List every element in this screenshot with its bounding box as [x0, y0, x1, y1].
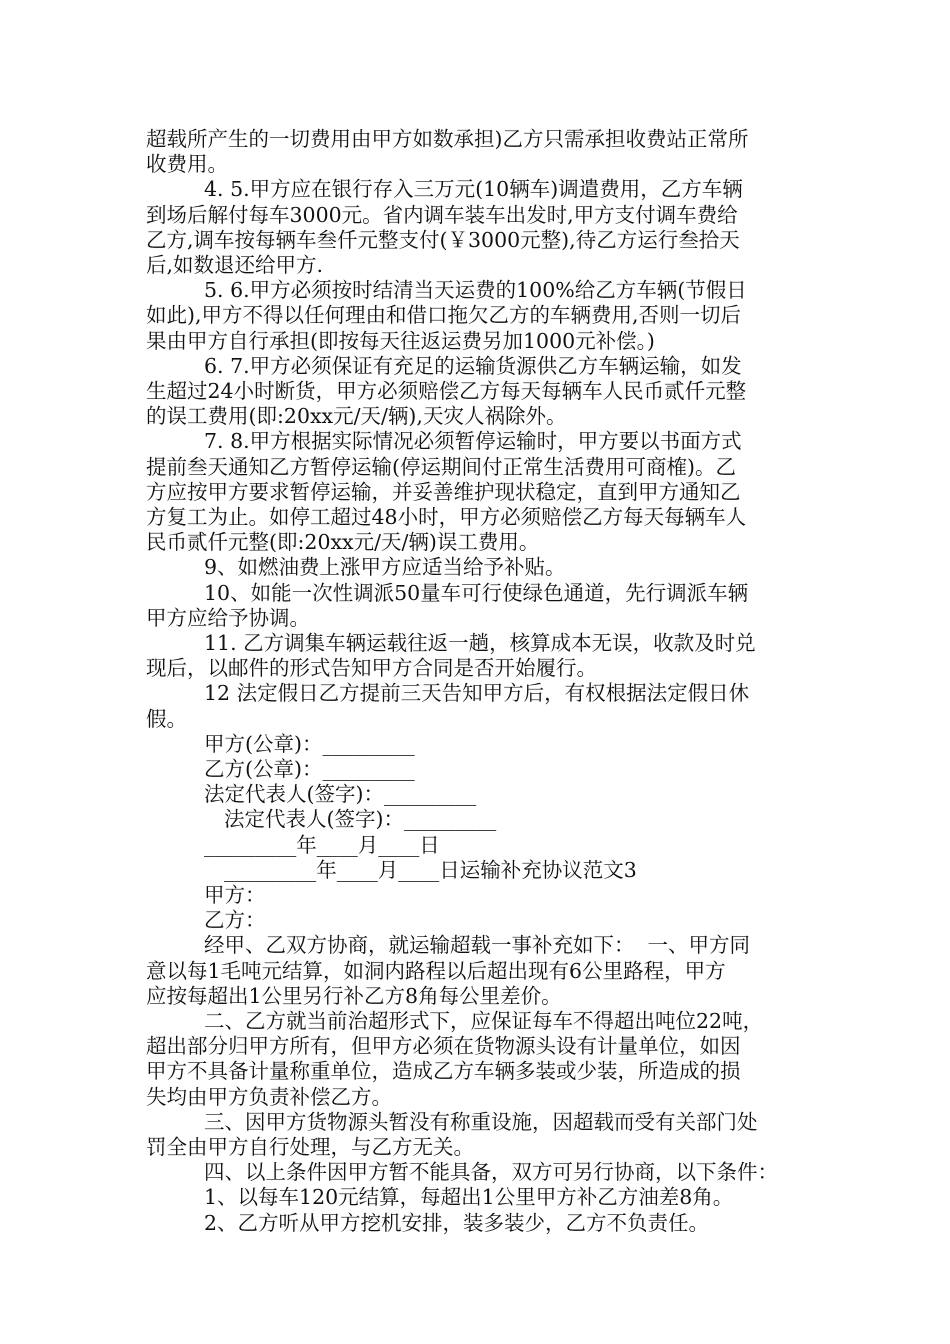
text-line: 二、乙方就当前治超形式下，应保证每车不得超出吨位22吨，	[204, 1009, 764, 1033]
text-line: 1、以每车120元结算，每超出1公里甲方补乙方油差8角。	[204, 1185, 734, 1210]
text-line: 4. 5.甲方应在银行存入三万元(10辆车)调遣费用，乙方车辆	[204, 177, 743, 202]
text-line: 方复工为止。如停工超过48小时，甲方必须赔偿乙方每天每辆车人	[146, 505, 747, 529]
text-line: 甲方应给予协调。	[146, 605, 310, 630]
text-line: 方应按甲方要求暂停运输，并妥善维护现状稳定，直到甲方通知乙	[146, 479, 741, 504]
text-line: 四、以上条件因甲方暂不能具备，双方可另行协商，以下条件：	[204, 1160, 778, 1185]
text-line: 甲方不具备计量称重单位，造成乙方车辆多装或少装，所造成的损	[146, 1059, 741, 1084]
text-line: 甲方：	[204, 883, 266, 907]
text-line: 生超过24小时断货，甲方必须赔偿乙方每天每辆车人民币贰仟元整	[146, 379, 747, 403]
text-line: 假。	[146, 706, 187, 731]
text-line: 甲方(公章)：_________	[204, 731, 415, 756]
text-line: 乙方(公章)：_________	[204, 757, 415, 781]
text-line: 经甲、乙双方协商，就运输超载一事补充如下： 一、甲方同	[204, 933, 751, 958]
text-line: 应按每超出1公里另行补乙方8角每公里差价。	[146, 983, 562, 1008]
text-line: 三、因甲方货物源头暂没有称重设施，因超载而受有关部门处	[204, 1109, 758, 1134]
text-line: 到场后解付每车3000元。省内调车装车出发时,甲方支付调车费给	[146, 202, 738, 227]
text-line: 5. 6.甲方必须按时结清当天运费的100%给乙方车辆(节假日	[204, 278, 747, 303]
text-line: 现后，以邮件的形式告知甲方合同是否开始履行。	[146, 656, 597, 681]
text-line: 11. 乙方调集车辆运载往返一趟，核算成本无误，收款及时兑	[204, 631, 756, 655]
text-line: 乙方：	[204, 908, 266, 933]
text-line: 失均由甲方负责补偿乙方。	[146, 1084, 392, 1109]
text-line: 提前叁天通知乙方暂停运输(停运期间付正常生活费用可商榷)。乙	[146, 454, 736, 479]
text-line: 超出部分归甲方所有，但甲方必须在货物源头设有计量单位，如因	[146, 1034, 741, 1059]
text-line: 意以每1毛吨元结算，如洞内路程以后超出现有6公里路程，甲方	[146, 958, 726, 983]
text-line: 如此),甲方不得以任何理由和借口拖欠乙方的车辆费用,否则一切后	[146, 303, 742, 328]
text-line: 法定代表人(签字)：_________	[204, 782, 477, 807]
text-line: 10、如能一次性调派50量车可行使绿色通道，先行调派车辆	[204, 580, 749, 605]
text-line: 2、乙方听从甲方挖机安排，装多装少，乙方不负责任。	[204, 1210, 710, 1235]
text-line: 7. 8.甲方根据实际情况必须暂停运输时，甲方要以书面方式	[204, 429, 742, 454]
text-line: 法定代表人(签字)：_________	[224, 807, 497, 832]
text-line: _________年____月____日运输补充协议范文3	[224, 857, 637, 882]
text-line: 民币贰仟元整(即:20xx元/天/辆)误工费用。	[146, 530, 540, 555]
text-line: 12 法定假日乙方提前三天告知甲方后，有权根据法定假日休	[204, 681, 750, 706]
text-line: 乙方,调车按每辆车叁仟元整支付(￥3000元整),待乙方运行叁拾天	[146, 227, 740, 252]
text-line: 超载所产生的一切费用由甲方如数承担)乙方只需承担收费站正常所	[146, 127, 749, 151]
text-line: 6. 7.甲方必须保证有充足的运输货源供乙方车辆运输，如发	[204, 353, 742, 378]
text-line: 果由甲方自行承担(即按每天往返运费另加1000元补偿。)	[146, 328, 655, 353]
text-line: _________年____月____日	[204, 832, 440, 857]
text-line: 9、如燃油费上涨甲方应适当给予补贴。	[204, 555, 566, 580]
text-line: 收费用。	[146, 152, 228, 177]
text-line: 后,如数退还给甲方.	[146, 253, 324, 277]
text-line: 的误工费用(即:20xx元/天/辆),天灾人祸除外。	[146, 404, 567, 429]
text-line: 罚全由甲方自行处理，与乙方无关。	[146, 1135, 474, 1159]
